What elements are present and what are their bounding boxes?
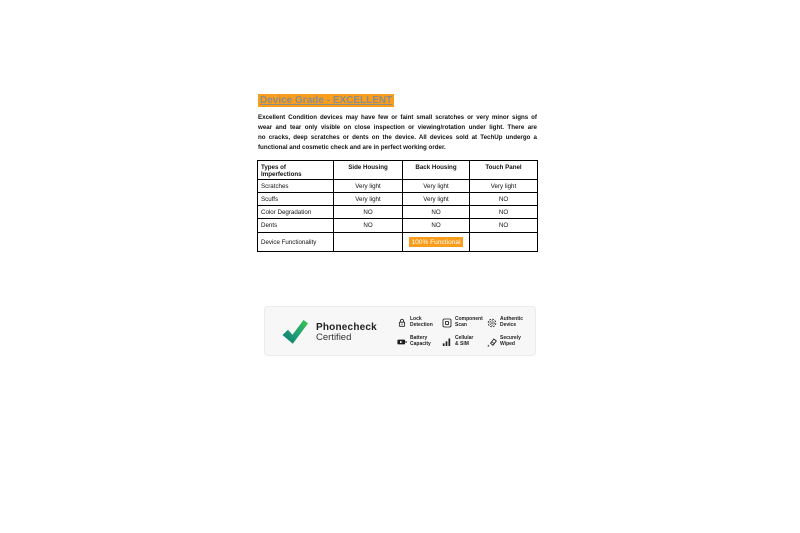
table-header-row	[258, 161, 538, 180]
feature-authentic-device	[487, 317, 537, 327]
table-cell: Very light	[470, 180, 538, 193]
table-cell: NO	[403, 206, 470, 219]
feature-battery-capacity	[397, 336, 442, 346]
feature-label: Battery Capacity	[410, 335, 431, 347]
table-row-dents	[258, 219, 538, 233]
table-cell: Very light	[403, 193, 470, 206]
cellular-sim-icon	[442, 337, 452, 347]
table-cell: Very light	[334, 193, 403, 206]
table-row-color-degradation	[258, 206, 538, 219]
table-cell: NO	[334, 219, 403, 233]
table-cell: Scuffs	[258, 193, 334, 206]
table-cell-empty	[334, 233, 403, 252]
table-cell: NO	[470, 193, 538, 206]
table-row-device-functionality	[258, 233, 538, 252]
column-header-touch-panel: Touch Panel	[470, 161, 538, 180]
column-header-side-housing: Side Housing	[334, 161, 403, 180]
intro-line: no cracks, deep scratches or dents on the device. All devices sold at TechUp undergo a	[258, 133, 537, 141]
table-row-scuffs	[258, 193, 538, 206]
feature-securely-wiped	[487, 336, 537, 346]
feature-component-scan	[442, 317, 487, 327]
phonecheck-checkmark-icon	[279, 316, 311, 348]
phonecheck-features-grid	[397, 313, 537, 351]
table-cell: NO	[470, 219, 538, 233]
battery-capacity-icon	[397, 337, 407, 347]
securely-wiped-icon	[487, 337, 497, 347]
table-cell: Dents	[258, 219, 334, 233]
column-header-types: Types of Imperfections	[258, 161, 334, 180]
table-cell: NO	[403, 219, 470, 233]
functional-highlight-badge: 100% Functional	[411, 238, 461, 246]
phonecheck-certified-panel	[264, 306, 536, 356]
lock-detection-icon	[397, 318, 407, 328]
intro-line: Excellent Condition devices may have few or faint small scratches or very minor signs of	[258, 114, 537, 121]
feature-label: Securely Wiped	[500, 335, 521, 347]
phonecheck-brand-subtitle: Certified	[316, 332, 352, 343]
table-cell: Color Degradation	[258, 206, 334, 219]
feature-label: Component Scan	[455, 316, 483, 328]
imperfections-table	[257, 160, 538, 252]
table-row-scratches	[258, 180, 538, 193]
table-cell: Very light	[403, 180, 470, 193]
intro-line: functional and cosmetic check and are in perfect working order.	[258, 143, 446, 151]
page-title: Device Grade - EXCELLENT	[260, 95, 393, 106]
feature-label: Cellular & SIM	[455, 335, 474, 347]
authentic-device-icon	[487, 318, 497, 328]
table-cell: NO	[334, 206, 403, 219]
table-cell-empty	[470, 233, 538, 252]
table-cell: Device Functionality	[258, 233, 334, 252]
feature-cellular-sim	[442, 336, 487, 346]
intro-paragraph	[258, 113, 537, 153]
feature-label: Authentic Device	[500, 316, 524, 328]
column-header-back-housing: Back Housing	[403, 161, 470, 180]
feature-lock-detection	[397, 317, 442, 327]
component-scan-icon	[442, 318, 452, 328]
phonecheck-brand	[316, 322, 377, 343]
intro-line: wear and tear only visible on close inspection or viewing/rotation under light. There are	[258, 123, 537, 131]
table-cell	[403, 233, 470, 252]
table-cell: Very light	[334, 180, 403, 193]
feature-label: Lock Detection	[410, 316, 433, 328]
table-cell: NO	[470, 206, 538, 219]
phonecheck-brand-name: Phonecheck	[316, 322, 377, 333]
table-cell: Scratches	[258, 180, 334, 193]
